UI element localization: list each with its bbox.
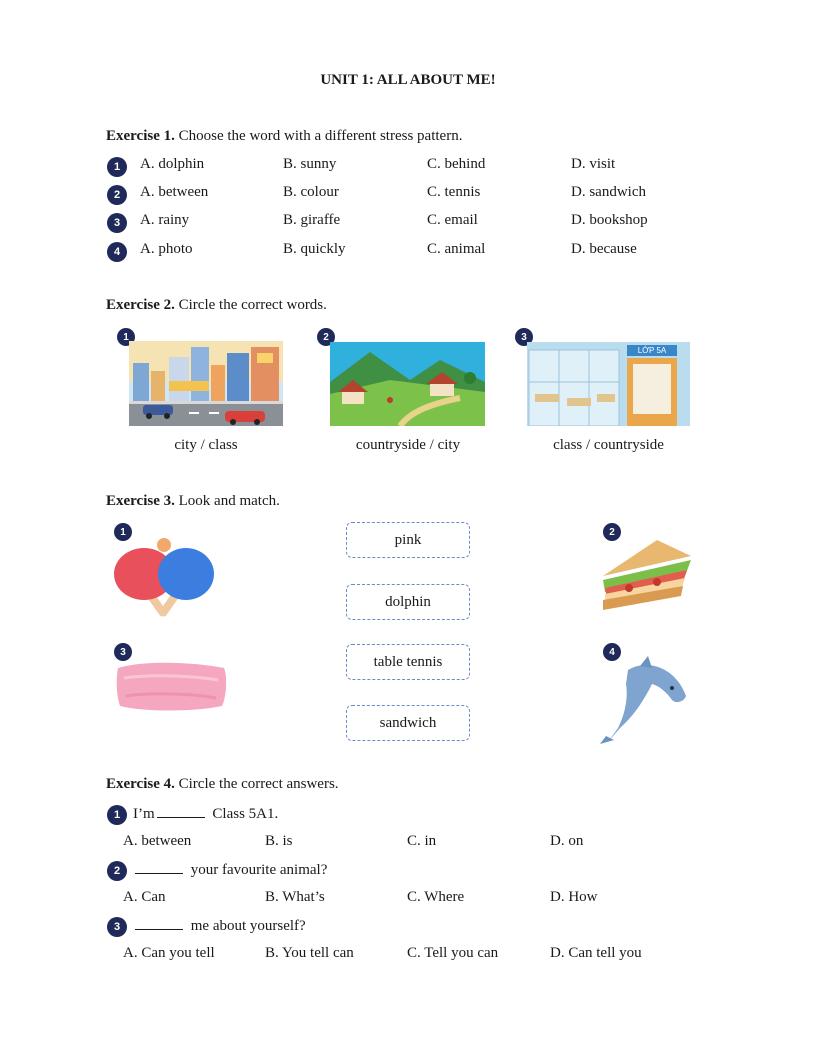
answer-option[interactable]: A. Can bbox=[123, 889, 166, 905]
answer-option[interactable]: A. Can you tell bbox=[123, 945, 215, 961]
answer-option[interactable]: D. bookshop bbox=[571, 212, 648, 228]
city-illustration bbox=[129, 341, 283, 426]
item-number-badge: 1 bbox=[114, 523, 132, 541]
item-number-badge: 2 bbox=[317, 328, 335, 346]
match-word-box[interactable]: sandwich bbox=[346, 705, 470, 741]
countryside-picture bbox=[330, 342, 485, 426]
page-title: UNIT 1: ALL ABOUT ME! bbox=[320, 72, 496, 88]
answer-option[interactable]: B. What’s bbox=[265, 889, 325, 905]
question-text-after: me about yourself? bbox=[187, 918, 306, 934]
answer-option[interactable]: D. because bbox=[571, 241, 637, 257]
answer-option[interactable]: C. Tell you can bbox=[407, 945, 499, 961]
answer-option[interactable]: D. Can tell you bbox=[550, 945, 642, 961]
question-number-badge: 4 bbox=[107, 242, 127, 262]
pink-paint-picture bbox=[114, 658, 228, 714]
exercise-3-heading bbox=[106, 493, 280, 510]
question-text bbox=[133, 860, 327, 879]
sandwich-icon bbox=[599, 536, 693, 612]
answer-option[interactable]: B. sunny bbox=[283, 156, 337, 172]
exercise-4-label: Exercise 4. bbox=[106, 776, 175, 792]
question-number-badge: 1 bbox=[107, 805, 127, 825]
item-number-badge: 2 bbox=[603, 523, 621, 541]
answer-option[interactable]: C. animal bbox=[427, 241, 486, 257]
item-number-badge: 4 bbox=[603, 643, 621, 661]
exercise-2-instruction: Circle the correct words. bbox=[174, 297, 327, 313]
exercise-2-heading bbox=[106, 297, 327, 314]
answer-blank[interactable] bbox=[157, 804, 205, 818]
question-number-badge: 2 bbox=[107, 861, 127, 881]
exercise-4-instruction: Circle the correct answers. bbox=[174, 776, 339, 792]
question-number-badge: 1 bbox=[107, 157, 127, 177]
answer-option[interactable]: C. in bbox=[407, 833, 437, 849]
classroom-picture bbox=[527, 342, 690, 426]
answer-blank[interactable] bbox=[135, 860, 183, 874]
answer-option[interactable]: D. visit bbox=[571, 156, 616, 172]
answer-option[interactable]: D. on bbox=[550, 833, 584, 849]
item-number-badge: 3 bbox=[114, 643, 132, 661]
question-number-badge: 3 bbox=[107, 917, 127, 937]
sandwich-picture bbox=[599, 536, 693, 612]
question-text-before: I’m bbox=[133, 806, 155, 822]
answer-option[interactable]: A. between bbox=[140, 184, 209, 200]
match-word-box[interactable]: pink bbox=[346, 522, 470, 558]
question-text bbox=[133, 804, 278, 823]
answer-option[interactable]: B. is bbox=[265, 833, 293, 849]
exercise-1-instruction: Choose the word with a different stress pattern. bbox=[174, 128, 463, 144]
exercise-2-label: Exercise 2. bbox=[106, 297, 175, 313]
question-number-badge: 3 bbox=[107, 213, 127, 233]
question-number-badge: 2 bbox=[107, 185, 127, 205]
item-caption[interactable]: city / class bbox=[174, 437, 238, 453]
dolphin-picture bbox=[598, 656, 690, 746]
answer-option[interactable]: B. colour bbox=[283, 184, 339, 200]
exercise-3-label: Exercise 3. bbox=[106, 493, 175, 509]
answer-blank[interactable] bbox=[135, 916, 183, 930]
answer-option[interactable]: C. Where bbox=[407, 889, 465, 905]
exercise-1-heading bbox=[106, 128, 462, 145]
exercise-3-instruction: Look and match. bbox=[174, 493, 280, 509]
question-text-after: Class 5A1. bbox=[208, 806, 279, 822]
answer-option[interactable]: B. quickly bbox=[283, 241, 346, 257]
item-number-badge: 3 bbox=[515, 328, 533, 346]
match-word-box[interactable]: dolphin bbox=[346, 584, 470, 620]
question-text bbox=[133, 916, 306, 935]
exercise-4-heading bbox=[106, 776, 339, 793]
countryside-illustration bbox=[330, 342, 485, 426]
pink-brush-stroke-icon bbox=[114, 658, 228, 714]
dolphin-icon bbox=[598, 656, 690, 746]
item-number-badge: 1 bbox=[117, 328, 135, 346]
answer-option[interactable]: A. photo bbox=[140, 241, 193, 257]
answer-option[interactable]: C. tennis bbox=[427, 184, 481, 200]
item-caption[interactable]: class / countryside bbox=[553, 437, 664, 453]
match-word-box[interactable]: table tennis bbox=[346, 644, 470, 680]
answer-option[interactable]: D. sandwich bbox=[571, 184, 646, 200]
table-tennis-paddles-icon bbox=[112, 536, 216, 622]
answer-option[interactable]: B. giraffe bbox=[283, 212, 341, 228]
answer-option[interactable]: A. dolphin bbox=[140, 156, 205, 172]
answer-option[interactable]: C. behind bbox=[427, 156, 486, 172]
item-caption[interactable]: countryside / city bbox=[355, 437, 461, 453]
classroom-sign: LỚP 5A bbox=[637, 346, 667, 355]
question-text-after: your favourite animal? bbox=[187, 862, 328, 878]
answer-option[interactable]: A. rainy bbox=[140, 212, 190, 228]
answer-option[interactable]: A. between bbox=[123, 833, 192, 849]
answer-option[interactable]: D. How bbox=[550, 889, 598, 905]
answer-option[interactable]: B. You tell can bbox=[265, 945, 354, 961]
exercise-1-label: Exercise 1. bbox=[106, 128, 175, 144]
table-tennis-picture bbox=[112, 536, 216, 622]
city-picture bbox=[129, 341, 283, 426]
answer-option[interactable]: C. email bbox=[427, 212, 478, 228]
